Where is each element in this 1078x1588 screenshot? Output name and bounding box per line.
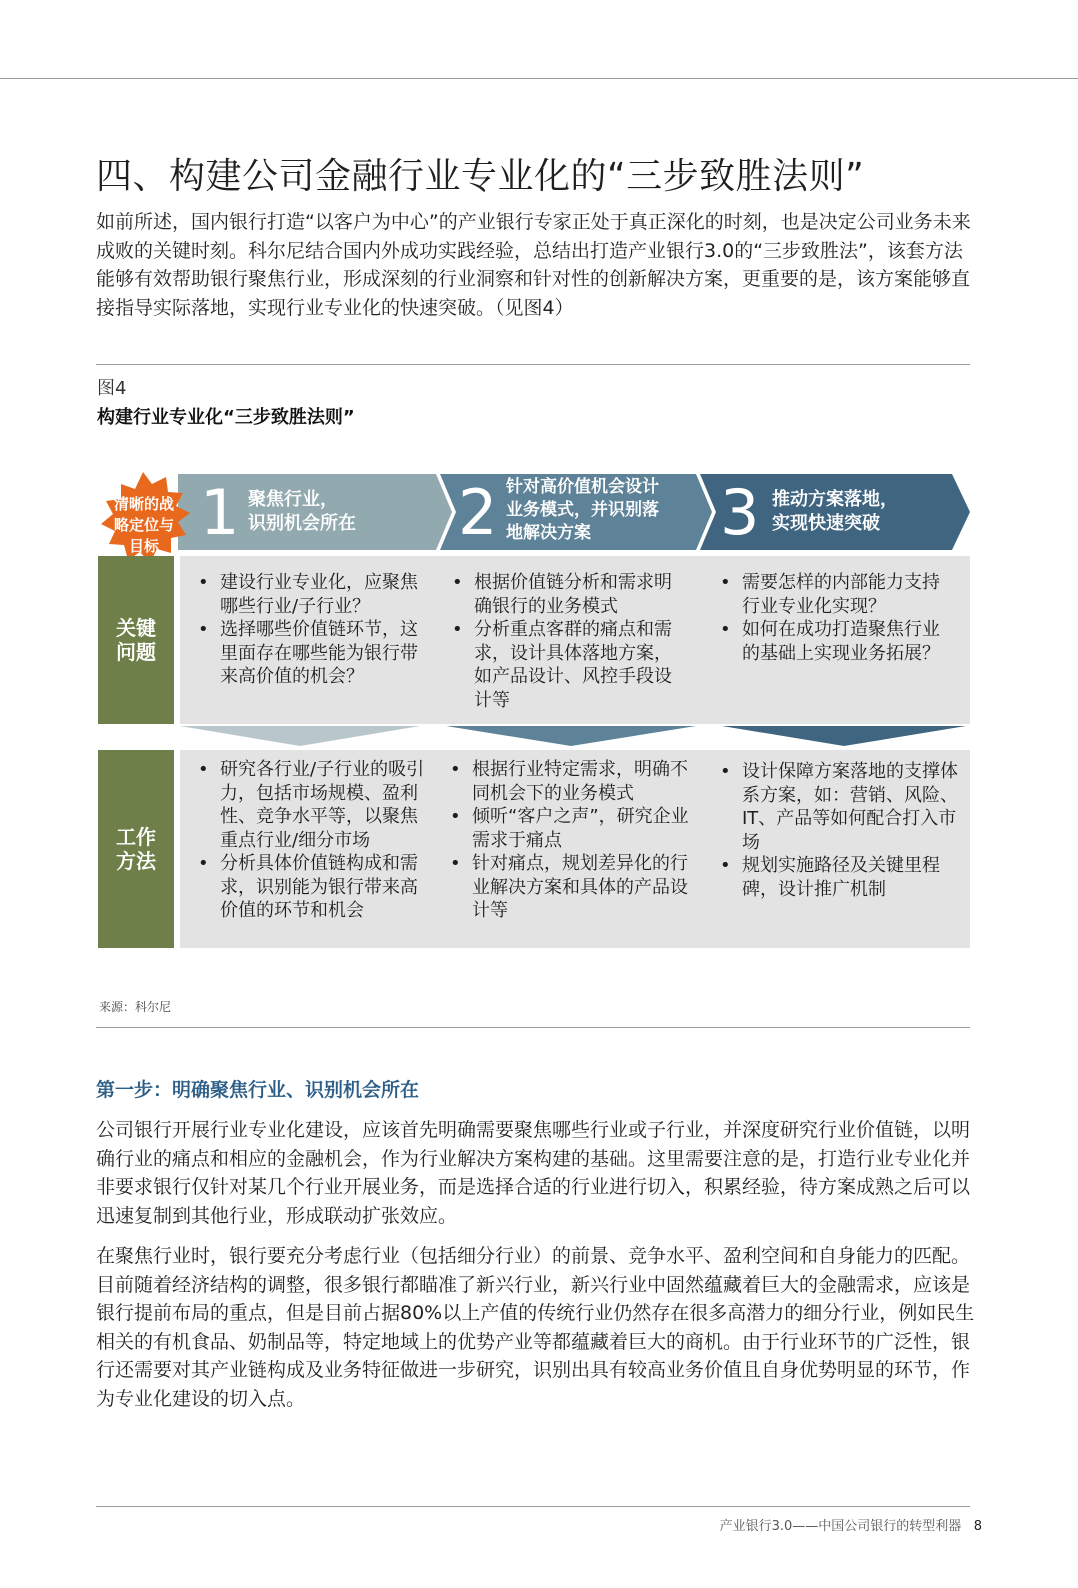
figure-bottom-rule (96, 1027, 970, 1028)
body-paragraph-1: 公司银行开展行业专业化建设，应该首先明确需要聚焦哪些行业或子行业，并深度研究行业价值链，以明确行业的痛点和相应的金融机会，作为行业解决方案构建的基础。这里需要注意的是，打造行业专业化并非要求银行仅针对某几个行业开展业务，而是选择合适的行业进行切入，积累经验，待方案成熟之后可以迅速复制到其他行业，形成联动扩张效应。 (96, 1119, 971, 1227)
body-paragraph-2: 在聚焦行业时，银行要充分考虑行业（包括细分行业）的前景、竞争水平、盈利空间和自身能力的匹配。目前随着经济结构的调整，很多银行都瞄准了新兴行业，新兴行业中固然蕴藏着巨大的金融需求，应该是银行提前布局的重点，但是目前占据80%以上产值的传统行业仍然存在很多高潜力的细分行业，例如民生相关的有机食品、奶制品等，特定地域上的优势产业等都蕴藏着巨大的商机。由于行业环节的广泛性，银行还需要对其产业链构成及业务特征做进一步研究，识别出具有较高业务价值且自身优势明显的环节，作为专业化建设的切入点。 (96, 1245, 975, 1410)
list-item: • 倾听“客户之声”，研究企业需求于痛点 (444, 805, 694, 852)
badge-text: 清晰的战 略定位与 目标 (113, 495, 174, 555)
row-label-work-methods: 工作 方法 (98, 750, 174, 948)
step-2-number: 2 (458, 476, 498, 549)
step-1-work-methods (192, 758, 432, 923)
step-1-number: 1 (200, 476, 240, 549)
page-number: 8 (973, 1519, 982, 1534)
figure-title: 构建行业专业化“三步致胜法则” (97, 407, 355, 428)
step-3-work-methods (714, 760, 964, 901)
list-item: • 建设行业专业化，应聚焦哪些行业/子行业？ (192, 571, 430, 618)
footer-rule (96, 1506, 970, 1507)
list-item: • 根据价值链分析和需求明确银行的业务模式 (446, 571, 682, 618)
list-item: • 设计保障方案落地的支撑体系方案，如：营销、风险、IT、产品等如何配合打入市场 (714, 760, 964, 854)
step-3-number: 3 (720, 476, 760, 549)
list-item: • 研究各行业/子行业的吸引力，包括市场规模、盈利性、竞争水平等，以聚焦重点行业/细分市场 (192, 758, 432, 852)
section-heading: 第一步：明确聚焦行业、识别机会所在 (96, 1079, 420, 1101)
step-2-down-arrow (446, 726, 696, 746)
step-1-down-arrow (180, 726, 420, 746)
step-3-label: 推动方案落地， 实现快速突破 (772, 489, 898, 534)
list-item: • 针对痛点，规划差异化的行业解决方案和具体的产品设计等 (444, 852, 694, 923)
list-item: • 规划实施路径及关键里程碑，设计推广机制 (714, 854, 964, 901)
footer (720, 1515, 982, 1534)
figure-source: 来源：科尔尼 (99, 1000, 172, 1014)
intro-paragraph: 如前所述，国内银行打造“以客户为中心”的产业银行专家正处于真正深化的时刻，也是决定公司业务未来成败的关键时刻。科尔尼结合国内外成功实践经验，总结出打造产业银行3.0的“三步致胜法”，该套方法能够有效帮助银行聚焦行业，形成深刻的行业洞察和针对性的创新解决方案，更重要的是，该方案能够直接指导实际落地，实现行业专业化的快速突破。（见图4） (96, 211, 971, 319)
step-1-key-questions (192, 571, 430, 689)
step-2-key-questions (446, 571, 682, 712)
list-item: • 根据行业特定需求，明确不同机会下的业务模式 (444, 758, 694, 805)
list-item: • 分析具体价值链构成和需求，识别能为银行带来高价值的环节和机会 (192, 852, 432, 923)
step-1-header (178, 474, 448, 550)
list-item: • 选择哪些价值链环节，这里面存在哪些能为银行带来高价值的机会？ (192, 618, 430, 689)
list-item: • 需要怎样的内部能力支持行业专业化实现？ (714, 571, 950, 618)
list-item: • 分析重点客群的痛点和需求，设计具体落地方案，如产品设计、风控手段设计等 (446, 618, 682, 712)
footer-title: 产业银行3.0——中国公司银行的转型利器 (719, 1519, 962, 1534)
row-label-key-questions: 关键 问题 (98, 556, 174, 724)
step-2-header (440, 474, 710, 550)
step-3-key-questions (714, 571, 950, 665)
step-1-label: 聚焦行业， 识别机会所在 (248, 489, 356, 534)
step-2-label: 针对高价值机会设计 业务模式，并识别落 地解决方案 (506, 477, 659, 543)
step-3-down-arrow (722, 726, 966, 746)
step-2-work-methods (444, 758, 694, 923)
figure-number: 图4 (97, 378, 127, 399)
list-item: • 如何在成功打造聚焦行业的基础上实现业务拓展？ (714, 618, 950, 665)
step-3-header (700, 474, 970, 550)
page-title: 四、构建公司金融行业专业化的“三步致胜法则” (96, 156, 865, 197)
